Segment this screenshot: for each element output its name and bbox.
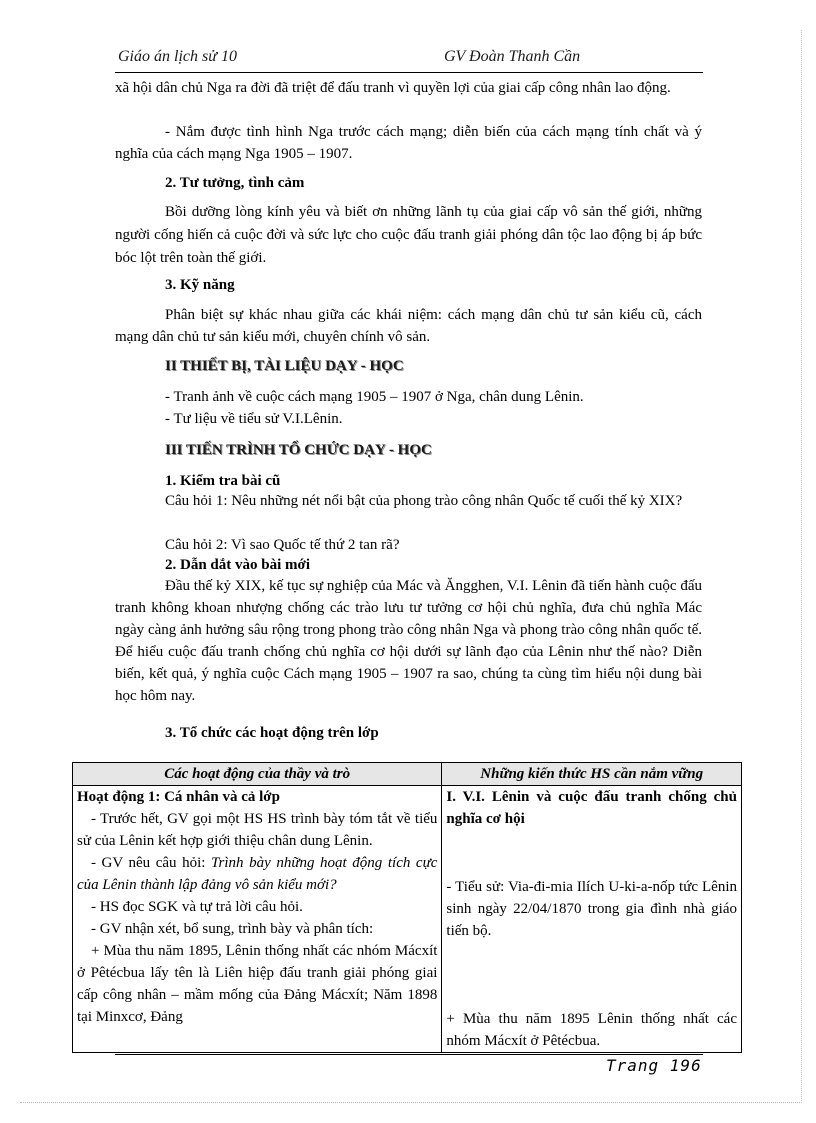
- intro-line2: - Nắm được tình hình Nga trước cách mạng; diễn biến của cách mạng tính chất và ý nghĩa của cách mạng Nga 1905 – 1907.: [115, 124, 702, 162]
- header-course: Giáo án lịch sử 10: [118, 48, 237, 65]
- footer-rule: [115, 1054, 703, 1055]
- activity-step-2: - GV nêu câu hỏi: Trình bày những hoạt động tích cực của Lênin thành lập đảng vô sản kiểu mới?: [77, 855, 438, 893]
- activity-step-5: + Mùa thu năm 1895, Lênin thống nhất các nhóm Mácxít ở Pêtécbua lấy tên là Liên hiệp đấu tranh giải phóng giai cấp công nhân – mầm mống của Đảng Mácxít; Năm 1898 tại Minxcơ, Đảng: [77, 943, 438, 1025]
- page-number: Trang 196: [606, 1056, 702, 1075]
- header-rule: [115, 72, 703, 73]
- activity-step-4: - GV nhận xét, bổ sung, trình bày và phân tích:: [91, 921, 374, 937]
- activity-title: Hoạt động 1: Cá nhân và cả lớp: [77, 789, 280, 805]
- activity-step-1: - Trước hết, GV gọi một HS HS trình bày tóm tắt về tiểu sử của Lênin kết hợp giới thiệu chân dung Lênin.: [77, 811, 438, 849]
- knowledge-item-1: - Tiểu sử: Via-đi-mia Ilích U-ki-a-nốp tức Lênin sinh ngày 22/04/1870 trong gia đình nhà giáo tiến bộ.: [446, 879, 737, 939]
- section-2-text: Bồi dưỡng lòng kính yêu và biết ơn những lãnh tụ của giai cấp vô sản thế giới, những người cống hiến cả cuộc đời và sức lực cho cuộc đấu tranh giải phóng dân tộc lao động bị áp bức bóc lột trên toàn thế giới.: [115, 204, 702, 266]
- table-header-row: [73, 763, 742, 786]
- subsection-check-title: 1. Kiểm tra bài cũ: [165, 473, 281, 489]
- page-border-right: [801, 30, 802, 1103]
- page-border-bottom: [20, 1102, 802, 1103]
- section-II-item-1: - Tranh ảnh về cuộc cách mạng 1905 – 1907 ở Nga, chân dung Lênin.: [165, 389, 584, 405]
- section-3-text: Phân biệt sự khác nhau giữa các khái niệm: cách mạng dân chủ tư sản kiểu cũ, cách mạng dân chủ tư sản kiểu mới, chuyên chính vô sản.: [115, 307, 702, 345]
- col-header-activities: Các hoạt động của thầy và trò: [73, 763, 442, 786]
- activity-question: Trình bày những hoạt động tích cực của Lênin thành lập đảng vô sản kiểu mới?: [77, 855, 438, 893]
- lead-paragraph: Đầu thế kỷ XIX, kế tục sự nghiệp của Mác và Ăngghen, V.I. Lênin đã tiến hành cuộc đấu tranh không khoan nhượng chống các trào lưu tư tưởng cơ hội chủ nghĩa, đưa chủ nghĩa Mác ngày càng ảnh hưởng sâu rộng trong phong trào công nhân Nga và phong trào công nhân quốc tế. Để hiểu cuộc đấu tranh chống chủ nghĩa cơ hội dưới sự lãnh đạo của Lênin như thế nào? Diễn biến, kết quả, ý nghĩa cuộc Cách mạng 1905 – 1907 ra sao, chúng ta cùng tìm hiểu nội dung bài học hôm nay.: [115, 578, 702, 704]
- knowledge-cell: [442, 786, 742, 1053]
- section-II-item-2: - Tư liệu về tiểu sử V.I.Lênin.: [165, 411, 343, 427]
- question-2: Câu hỏi 2: Vì sao Quốc tế thứ 2 tan rã?: [165, 537, 400, 553]
- subsection-lead-title: 2. Dẫn dắt vào bài mới: [165, 557, 310, 573]
- section-3-title: 3. Kỹ năng: [165, 277, 235, 293]
- knowledge-title: I. V.I. Lênin và cuộc đấu tranh chống chủ nghĩa cơ hội: [446, 789, 737, 827]
- activity-step-3: - HS đọc SGK và tự trả lời câu hỏi.: [91, 899, 303, 915]
- knowledge-item-2: + Mùa thu năm 1895 Lênin thống nhất các nhóm Mácxít ở Pêtécbua.: [446, 1011, 737, 1049]
- col-header-knowledge: Những kiến thức HS cần nắm vững: [442, 763, 742, 786]
- activities-cell: [73, 786, 442, 1053]
- section-III-title: III TIẾN TRÌNH TỔ CHỨC DẠY - HỌC: [165, 442, 432, 458]
- intro-line1: xã hội dân chủ Nga ra đời đã triệt để đấu tranh vì quyền lợi của giai cấp công nhân lao động.: [115, 80, 671, 96]
- table-row: [73, 786, 742, 1053]
- lesson-table: [72, 762, 742, 1053]
- question-1: Câu hỏi 1: Nêu những nét nổi bật của phong trào công nhân Quốc tế cuối thế kỷ XIX?: [165, 493, 683, 509]
- header-teacher: GV Đoàn Thanh Cần: [444, 48, 581, 65]
- section-II-title: II THIẾT BỊ, TÀI LIỆU DẠY - HỌC: [165, 358, 404, 374]
- subsection-activities-title: 3. Tổ chức các hoạt động trên lớp: [165, 725, 379, 741]
- section-2-title: 2. Tư tưởng, tình cảm: [165, 175, 305, 191]
